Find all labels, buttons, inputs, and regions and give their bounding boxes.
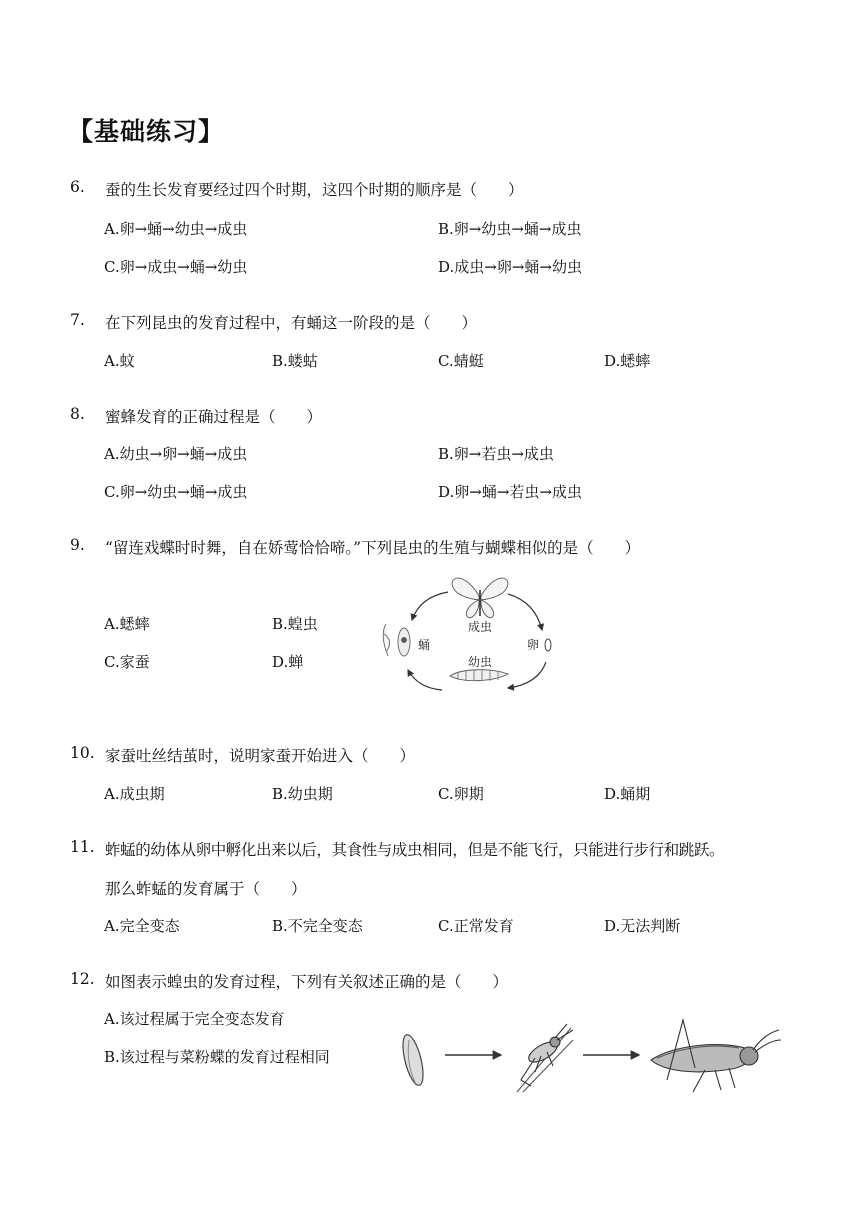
option-b[interactable]: B.幼虫期 — [272, 785, 333, 803]
option-c[interactable]: C.正常发育 — [438, 917, 514, 935]
option-c[interactable]: C.卵期 — [438, 785, 484, 803]
option-a[interactable]: A.幼虫→卵→蛹→成虫 — [104, 445, 248, 463]
caterpillar-icon — [450, 670, 508, 681]
question-stem: 如图表示蝗虫的发育过程，下列有关叙述正确的是（ ） — [105, 973, 509, 991]
option-b[interactable]: B.不完全变态 — [272, 917, 363, 935]
option-d[interactable]: D.蝉 — [272, 653, 304, 671]
label-larva: 幼虫 — [467, 655, 493, 669]
question-number: 6. — [70, 178, 85, 196]
label-adult: 成虫 — [467, 620, 493, 634]
option-b[interactable]: B.卵→幼虫→蛹→成虫 — [438, 220, 582, 238]
egg-icon — [399, 1033, 427, 1087]
locust-development-figure — [395, 1010, 785, 1100]
option-a[interactable]: A.蟋蟀 — [104, 615, 150, 633]
nymph-icon — [517, 1024, 573, 1092]
option-b[interactable]: B.该过程与菜粉蝶的发育过程相同 — [104, 1048, 330, 1066]
option-d[interactable]: D.蟋蟀 — [604, 352, 651, 370]
label-pupa: 蛹 — [417, 638, 431, 652]
question-stem: 蚕的生长发育要经过四个时期，这四个时期的顺序是（ ） — [105, 181, 524, 199]
option-a[interactable]: A.成虫期 — [104, 785, 165, 803]
label-egg: 卵 — [526, 638, 540, 652]
question-stem: 蜜蜂发育的正确过程是（ ） — [105, 408, 323, 426]
option-c[interactable]: C.蜻蜓 — [438, 352, 484, 370]
section-title: 【基础练习】 — [68, 117, 225, 146]
pupa-icon — [383, 624, 410, 656]
locust-adult-icon — [651, 1020, 781, 1092]
option-b[interactable]: B.蝗虫 — [272, 615, 318, 633]
butterfly-life-cycle-figure — [380, 572, 560, 698]
question-stem: 家蚕吐丝结茧时，说明家蚕开始进入（ ） — [105, 747, 416, 765]
egg-icon — [545, 639, 551, 651]
question-number: 7. — [70, 311, 85, 329]
question-number: 11. — [70, 838, 95, 856]
option-a[interactable]: A.完全变态 — [104, 917, 180, 935]
question-number: 12. — [70, 970, 95, 988]
question-stem: “留连戏蝶时时舞，自在娇莺恰恰啼。”下列昆虫的生殖与蝴蝶相似的是（ ） — [105, 539, 641, 557]
butterfly-icon — [452, 578, 508, 618]
question-number: 10. — [70, 744, 95, 762]
question-stem-continued: 那么蚱蜢的发育属于（ ） — [105, 880, 307, 898]
option-c[interactable]: C.家蚕 — [104, 653, 150, 671]
question-stem: 在下列昆虫的发育过程中，有蛹这一阶段的是（ ） — [105, 314, 478, 332]
question-number: 8. — [70, 405, 85, 423]
option-d[interactable]: D.无法判断 — [604, 917, 681, 935]
option-d[interactable]: D.卵→蛹→若虫→成虫 — [438, 483, 582, 501]
option-d[interactable]: D.蛹期 — [604, 785, 651, 803]
option-c[interactable]: C.卵→成虫→蛹→幼虫 — [104, 258, 248, 276]
option-c[interactable]: C.卵→幼虫→蛹→成虫 — [104, 483, 248, 501]
option-b[interactable]: B.卵→若虫→成虫 — [438, 445, 554, 463]
question-number: 9. — [70, 536, 85, 554]
option-a[interactable]: A.蚊 — [104, 352, 135, 370]
option-a[interactable]: A.卵→蛹→幼虫→成虫 — [104, 220, 248, 238]
question-stem: 蚱蜢的幼体从卵中孵化出来以后，其食性与成虫相同，但是不能飞行，只能进行步行和跳跃。 — [105, 841, 725, 859]
option-b[interactable]: B.蝼蛄 — [272, 352, 318, 370]
option-d[interactable]: D.成虫→卵→蛹→幼虫 — [438, 258, 582, 276]
option-a[interactable]: A.该过程属于完全变态发育 — [104, 1010, 285, 1028]
